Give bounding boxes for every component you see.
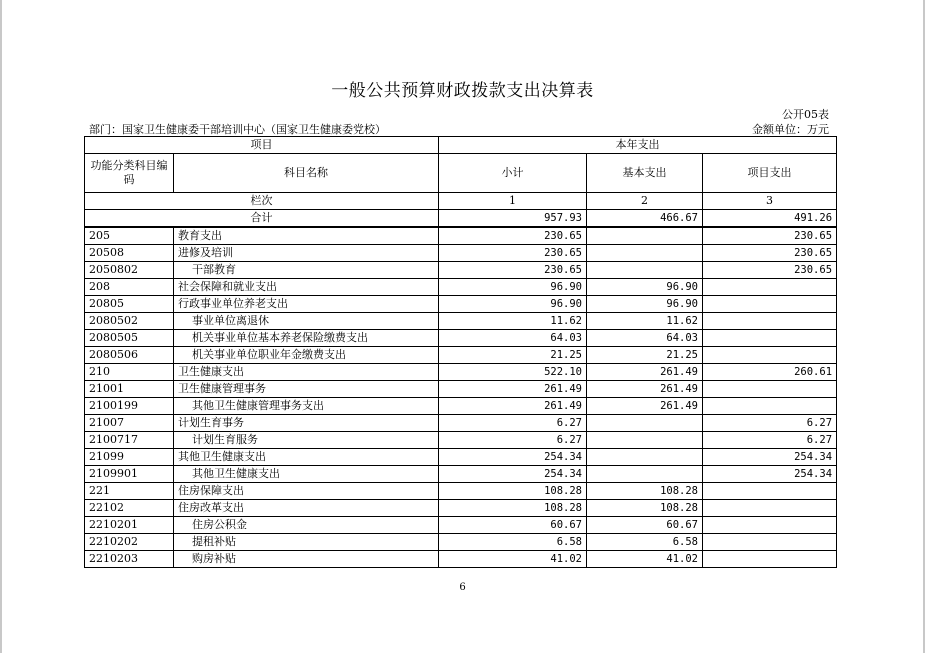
row-basic	[587, 245, 703, 262]
header-col2: 2	[587, 193, 703, 210]
row-project: 230.65	[703, 245, 837, 262]
row-project	[703, 500, 837, 517]
header-column-index: 栏次	[85, 193, 439, 210]
row-basic	[587, 449, 703, 466]
row-project: 6.27	[703, 432, 837, 449]
row-subject-name: 其他卫生健康管理事务支出	[174, 398, 439, 415]
row-subtotal: 11.62	[439, 313, 587, 330]
row-subject-name: 其他卫生健康支出	[174, 466, 439, 483]
row-project: 254.34	[703, 466, 837, 483]
row-code: 21007	[85, 415, 174, 432]
header-row-top	[85, 137, 837, 154]
row-code: 2109901	[85, 466, 174, 483]
row-project	[703, 551, 837, 568]
row-subject-name: 教育支出	[174, 227, 439, 245]
table-row	[85, 517, 837, 534]
row-code: 2080502	[85, 313, 174, 330]
row-subtotal: 6.27	[439, 415, 587, 432]
row-basic	[587, 262, 703, 279]
row-subtotal: 64.03	[439, 330, 587, 347]
row-subject-name: 住房公积金	[174, 517, 439, 534]
table-row	[85, 432, 837, 449]
form-number: 公开05表	[782, 108, 829, 121]
row-subtotal: 230.65	[439, 245, 587, 262]
row-subject-name: 购房补贴	[174, 551, 439, 568]
row-project: 6.27	[703, 415, 837, 432]
row-basic: 11.62	[587, 313, 703, 330]
total-row	[85, 210, 837, 228]
row-subtotal: 21.25	[439, 347, 587, 364]
row-subject-name: 干部教育	[174, 262, 439, 279]
page-number: 6	[459, 582, 466, 593]
row-code: 2210202	[85, 534, 174, 551]
header-row-index	[85, 193, 837, 210]
row-project: 254.34	[703, 449, 837, 466]
row-code: 2080505	[85, 330, 174, 347]
header-item: 项目	[85, 137, 439, 154]
row-project	[703, 534, 837, 551]
row-basic	[587, 227, 703, 245]
table-row	[85, 279, 837, 296]
row-basic: 41.02	[587, 551, 703, 568]
amount-unit-label: 金额单位：万元	[752, 123, 829, 136]
row-subject-name: 机关事业单位职业年金缴费支出	[174, 347, 439, 364]
row-subtotal: 261.49	[439, 381, 587, 398]
row-subject-name: 机关事业单位基本养老保险缴费支出	[174, 330, 439, 347]
row-subject-name: 计划生育服务	[174, 432, 439, 449]
table-row	[85, 381, 837, 398]
row-project	[703, 279, 837, 296]
row-project: 230.65	[703, 262, 837, 279]
row-basic: 6.58	[587, 534, 703, 551]
table-row	[85, 466, 837, 483]
table-row	[85, 347, 837, 364]
row-subtotal: 6.27	[439, 432, 587, 449]
row-project	[703, 330, 837, 347]
table-row	[85, 364, 837, 381]
header-project: 项目支出	[703, 154, 837, 193]
row-project	[703, 381, 837, 398]
row-code: 21099	[85, 449, 174, 466]
row-basic: 261.49	[587, 381, 703, 398]
row-basic: 108.28	[587, 500, 703, 517]
row-basic: 60.67	[587, 517, 703, 534]
row-subject-name: 卫生健康支出	[174, 364, 439, 381]
table-row	[85, 398, 837, 415]
row-code: 221	[85, 483, 174, 500]
row-subtotal: 230.65	[439, 227, 587, 245]
row-subtotal: 6.58	[439, 534, 587, 551]
row-subtotal: 254.34	[439, 449, 587, 466]
row-subtotal: 96.90	[439, 279, 587, 296]
header-col3: 3	[703, 193, 837, 210]
row-project: 230.65	[703, 227, 837, 245]
row-basic	[587, 415, 703, 432]
row-basic: 261.49	[587, 364, 703, 381]
table-row	[85, 227, 837, 245]
header-subtotal: 小计	[439, 154, 587, 193]
row-code: 205	[85, 227, 174, 245]
row-code: 2080506	[85, 347, 174, 364]
row-code: 2100199	[85, 398, 174, 415]
row-subtotal: 261.49	[439, 398, 587, 415]
row-subject-name: 提租补贴	[174, 534, 439, 551]
row-project	[703, 517, 837, 534]
department-label: 部门：国家卫生健康委干部培训中心（国家卫生健康委党校）	[89, 123, 386, 136]
row-subtotal: 41.02	[439, 551, 587, 568]
page-title: 一般公共预算财政拨款支出决算表	[331, 81, 594, 101]
row-basic: 96.90	[587, 279, 703, 296]
row-subject-name: 计划生育事务	[174, 415, 439, 432]
header-row-columns	[85, 154, 837, 193]
row-project: 260.61	[703, 364, 837, 381]
table-row	[85, 449, 837, 466]
expenditure-table	[84, 136, 837, 568]
row-code: 21001	[85, 381, 174, 398]
header-current-year: 本年支出	[439, 137, 837, 154]
row-subject-name: 住房改革支出	[174, 500, 439, 517]
table-row	[85, 415, 837, 432]
row-subtotal: 60.67	[439, 517, 587, 534]
row-basic: 96.90	[587, 296, 703, 313]
row-code: 22102	[85, 500, 174, 517]
table-row	[85, 296, 837, 313]
row-basic	[587, 432, 703, 449]
header-basic: 基本支出	[587, 154, 703, 193]
row-subtotal: 230.65	[439, 262, 587, 279]
row-subtotal: 108.28	[439, 483, 587, 500]
table-row	[85, 330, 837, 347]
header-func-code: 功能分类科目编码	[85, 154, 174, 193]
header-col1: 1	[439, 193, 587, 210]
row-subtotal: 254.34	[439, 466, 587, 483]
row-code: 2210203	[85, 551, 174, 568]
row-basic: 64.03	[587, 330, 703, 347]
row-subtotal: 522.10	[439, 364, 587, 381]
row-code: 210	[85, 364, 174, 381]
row-basic: 108.28	[587, 483, 703, 500]
row-basic: 21.25	[587, 347, 703, 364]
row-basic: 261.49	[587, 398, 703, 415]
row-code: 20805	[85, 296, 174, 313]
row-code: 208	[85, 279, 174, 296]
table-row	[85, 245, 837, 262]
row-subject-name: 其他卫生健康支出	[174, 449, 439, 466]
table-row	[85, 534, 837, 551]
total-subtotal: 957.93	[439, 210, 587, 228]
row-subtotal: 96.90	[439, 296, 587, 313]
row-subject-name: 社会保障和就业支出	[174, 279, 439, 296]
table-row	[85, 313, 837, 330]
table-row	[85, 483, 837, 500]
total-basic: 466.67	[587, 210, 703, 228]
row-basic	[587, 466, 703, 483]
row-subject-name: 事业单位离退休	[174, 313, 439, 330]
row-project	[703, 296, 837, 313]
row-project	[703, 398, 837, 415]
row-subject-name: 住房保障支出	[174, 483, 439, 500]
total-project: 491.26	[703, 210, 837, 228]
row-subject-name: 进修及培训	[174, 245, 439, 262]
row-subtotal: 108.28	[439, 500, 587, 517]
row-subject-name: 行政事业单位养老支出	[174, 296, 439, 313]
row-project	[703, 347, 837, 364]
row-project	[703, 313, 837, 330]
row-code: 2050802	[85, 262, 174, 279]
row-code: 2210201	[85, 517, 174, 534]
row-project	[703, 483, 837, 500]
row-code: 2100717	[85, 432, 174, 449]
table-row	[85, 500, 837, 517]
table-row	[85, 551, 837, 568]
table-row	[85, 262, 837, 279]
header-subject-name: 科目名称	[174, 154, 439, 193]
row-code: 20508	[85, 245, 174, 262]
row-subject-name: 卫生健康管理事务	[174, 381, 439, 398]
total-label: 合计	[85, 210, 439, 228]
